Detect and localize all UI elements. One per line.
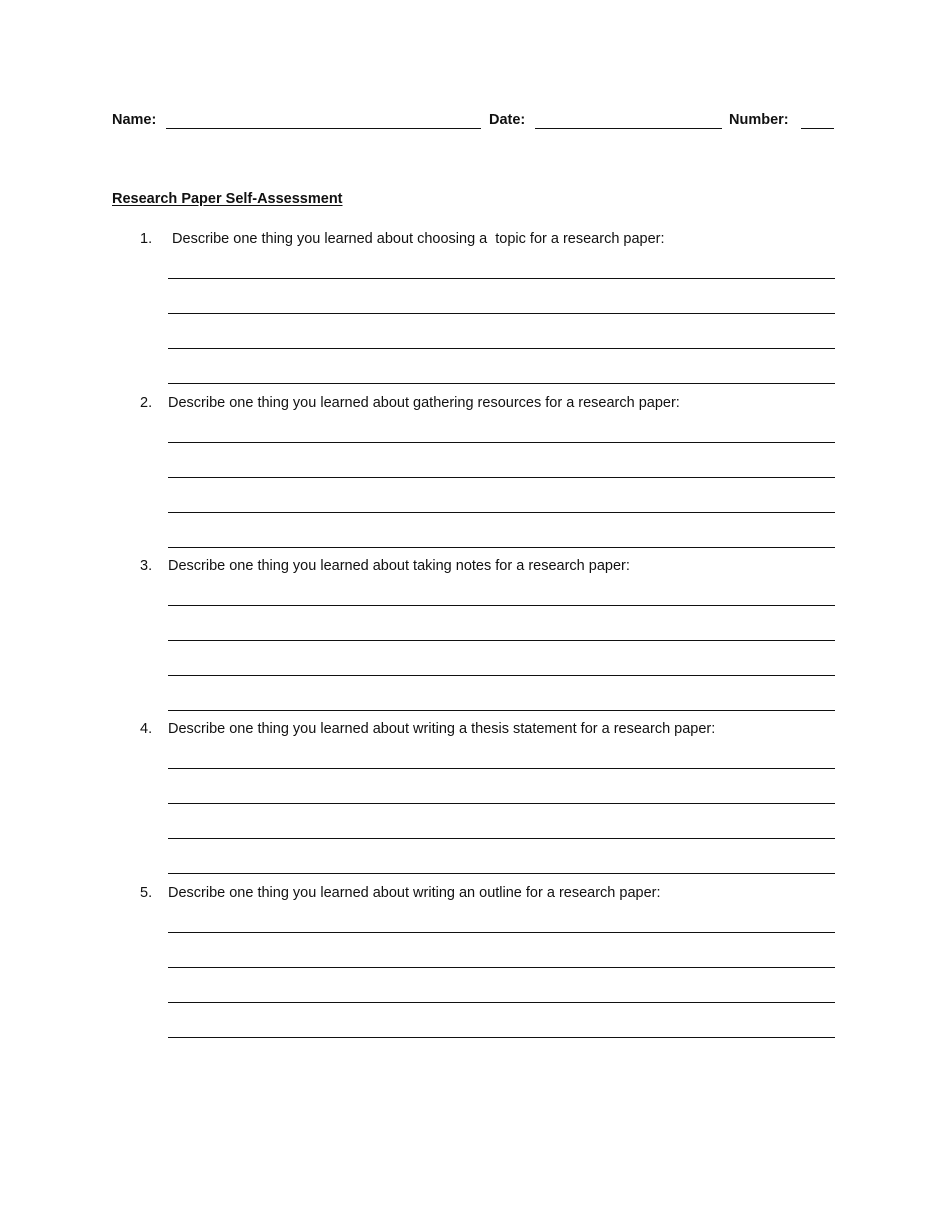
answer-line[interactable] (168, 1037, 835, 1038)
answer-line[interactable] (168, 710, 835, 711)
answer-line[interactable] (168, 348, 835, 349)
answer-line[interactable] (168, 383, 835, 384)
number-blank[interactable] (801, 128, 834, 129)
answer-line[interactable] (168, 640, 835, 641)
question-number: 5. (140, 885, 153, 901)
question-number: 4. (140, 721, 153, 737)
answer-line[interactable] (168, 1002, 835, 1003)
question-number: 3. (140, 558, 153, 574)
answer-line[interactable] (168, 967, 835, 968)
question-number: 1. (140, 231, 153, 247)
answer-line[interactable] (168, 873, 835, 874)
answer-line[interactable] (168, 838, 835, 839)
answer-line[interactable] (168, 313, 835, 314)
name-blank[interactable] (166, 128, 481, 129)
answer-line[interactable] (168, 477, 835, 478)
answer-line[interactable] (168, 547, 835, 548)
answer-line[interactable] (168, 768, 835, 769)
question-text: Describe one thing you learned about writing an outline for a research paper: (168, 885, 661, 901)
name-label: Name: (112, 112, 157, 128)
date-label: Date: (489, 112, 526, 128)
student-info-header (112, 110, 836, 134)
question-text: Describe one thing you learned about choosing a topic for a research paper: (168, 231, 665, 247)
answer-line[interactable] (168, 512, 835, 513)
question-text: Describe one thing you learned about gathering resources for a research paper: (168, 395, 680, 411)
date-blank[interactable] (535, 128, 722, 129)
answer-line[interactable] (168, 605, 835, 606)
answer-line[interactable] (168, 442, 835, 443)
answer-line[interactable] (168, 803, 835, 804)
question-number: 2. (140, 395, 153, 411)
question-text: Describe one thing you learned about writing a thesis statement for a research paper: (168, 721, 716, 737)
answer-line[interactable] (168, 932, 835, 933)
worksheet-title: Research Paper Self-Assessment (112, 191, 343, 207)
number-label: Number: (729, 112, 789, 128)
question-text: Describe one thing you learned about taking notes for a research paper: (168, 558, 630, 574)
answer-line[interactable] (168, 675, 835, 676)
answer-line[interactable] (168, 278, 835, 279)
